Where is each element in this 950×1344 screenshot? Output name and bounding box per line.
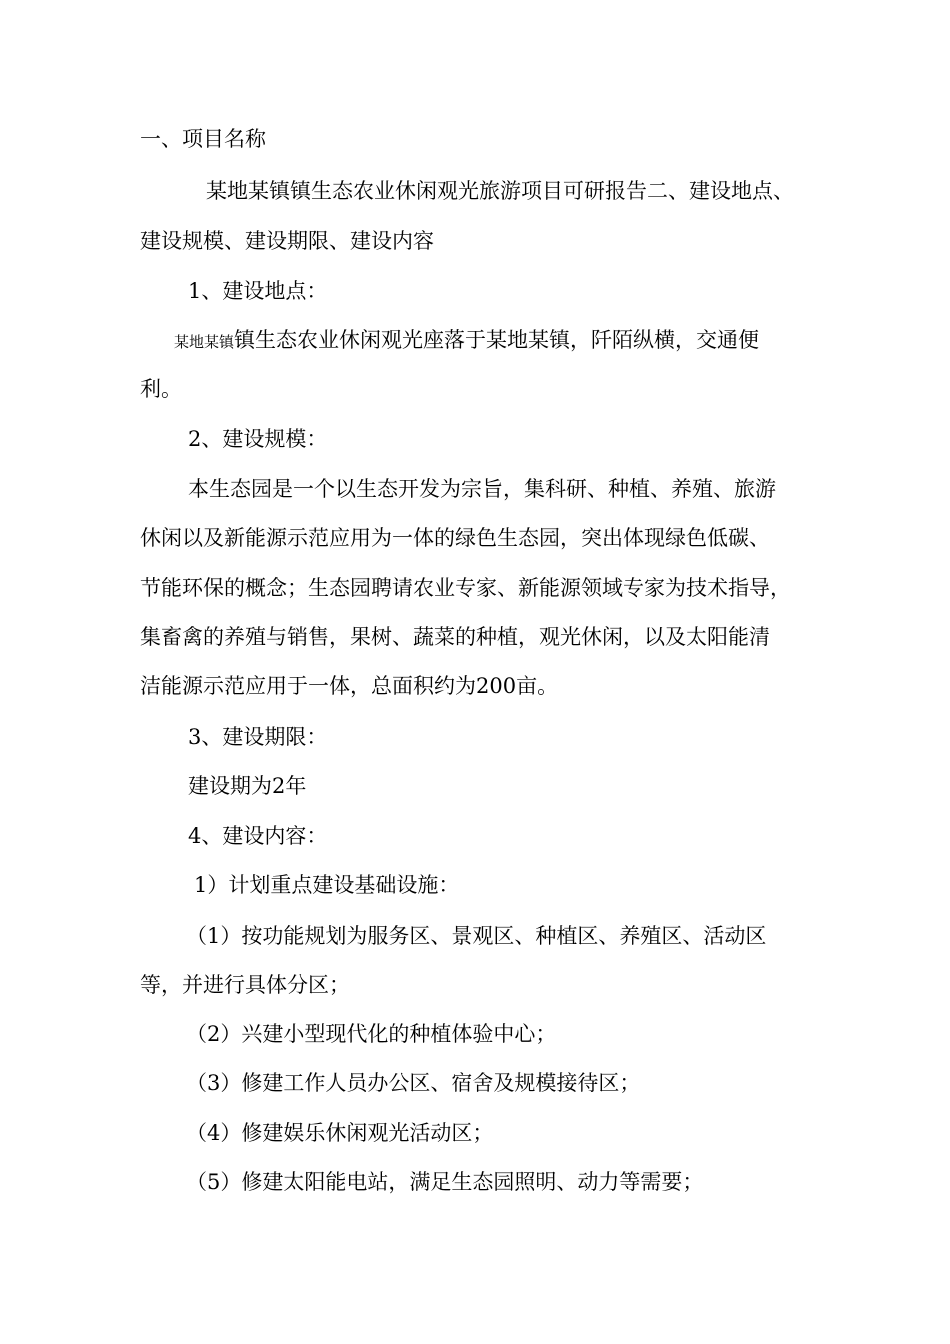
scale-line-4: 集畜禽的养殖与销售，果树、蔬菜的种植，观光休闲，以及太阳能清 xyxy=(140,625,770,649)
scale-line-5: 洁能源示范应用于一体，总面积约为200亩。 xyxy=(140,674,559,698)
scale-line-2: 休闲以及新能源示范应用为一体的绿色生态园，突出体现绿色低碳、 xyxy=(140,526,770,550)
scale-heading: 2、建设规模： xyxy=(188,427,328,451)
list-item: 等，并进行具体分区； xyxy=(140,973,350,997)
site-line-2: 利。 xyxy=(140,377,182,401)
content-heading: 4、建设内容： xyxy=(188,824,328,848)
site-heading: 1、建设地点： xyxy=(188,279,328,303)
list-item: （5）修建太阳能电站，满足生态园照明、动力等需要； xyxy=(186,1170,704,1194)
project-line-2: 建设规模、建设期限、建设内容 xyxy=(140,229,434,253)
scale-line-3: 节能环保的概念；生态园聘请农业专家、新能源领域专家为技术指导， xyxy=(140,576,791,600)
project-line-1: 某地某镇镇生态农业休闲观光旅游项目可研报告二、建设地点、 xyxy=(206,179,794,203)
list-item: （4）修建娱乐休闲观光活动区； xyxy=(186,1121,494,1145)
site-line-1-rest: 镇生态农业休闲观光座落于某地某镇，阡陌纵横，交通便 xyxy=(234,328,760,352)
site-line-1 xyxy=(174,325,759,357)
scale-line-1: 本生态园是一个以生态开发为宗旨，集科研、种植、养殖、旅游 xyxy=(188,477,776,501)
list-item: （1）按功能规划为服务区、景观区、种植区、养殖区、活动区 xyxy=(186,924,767,948)
list-item: （2）兴建小型现代化的种植体验中心； xyxy=(186,1022,557,1046)
list-item: （3）修建工作人员办公区、宿舍及规模接待区； xyxy=(186,1071,641,1095)
period-heading: 3、建设期限： xyxy=(188,725,328,749)
sub-heading: 1）计划重点建设基础设施： xyxy=(194,873,460,897)
site-small-prefix: 某地某镇 xyxy=(174,333,235,351)
section-heading-project-name: 一、项目名称 xyxy=(140,127,266,151)
period-text: 建设期为2年 xyxy=(188,774,307,798)
